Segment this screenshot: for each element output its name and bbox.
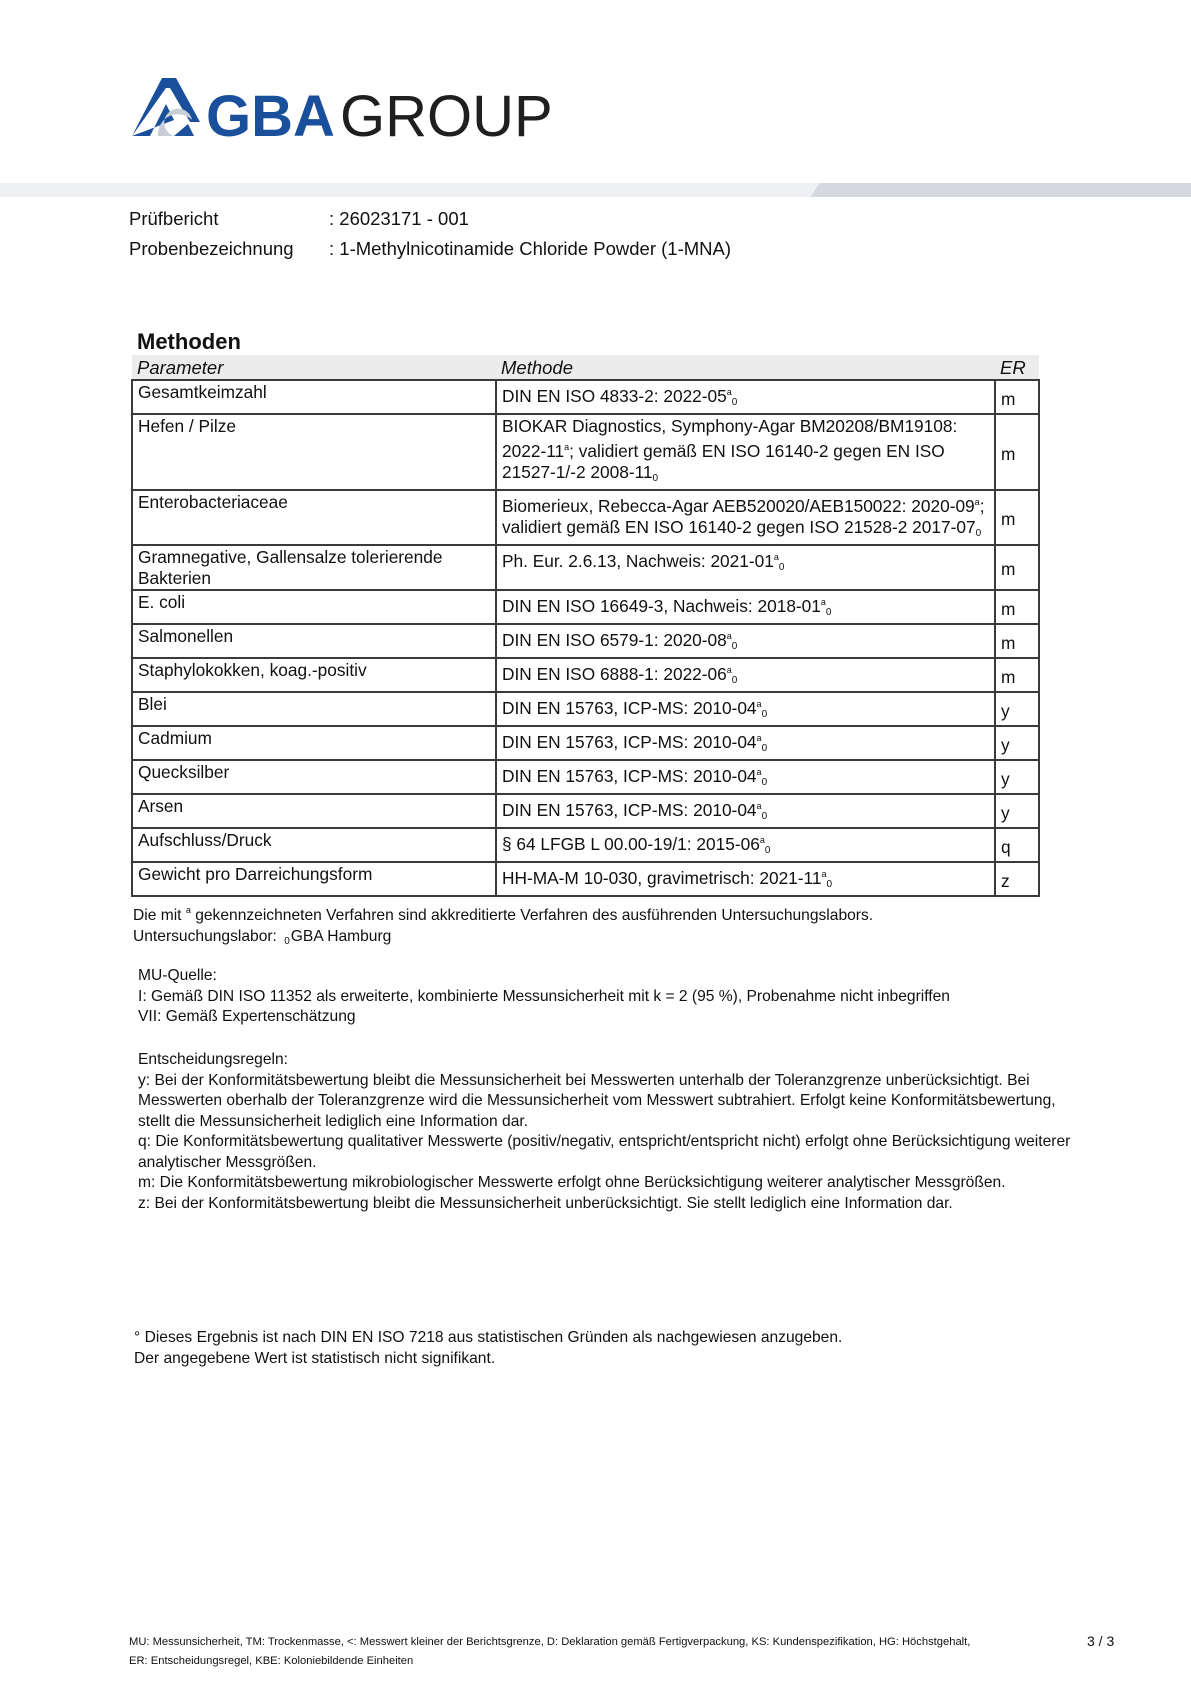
parameter-cell: Gesamtkeimzahl [132, 380, 496, 414]
report-number-label: Prüfbericht [129, 208, 219, 229]
parameter-cell: Enterobacteriaceae [132, 490, 496, 545]
mu-source-heading: MU-Quelle: [138, 967, 217, 984]
accreditation-text-post: gekennzeichneten Verfahren sind akkreditierte Verfahren des ausführenden Untersuchungslabors. [190, 907, 874, 924]
accredited-marker: a [756, 767, 762, 777]
parameter-cell: Blei [132, 692, 496, 726]
methods-row [132, 545, 1039, 590]
logo-brand-bold: GBA [206, 84, 335, 146]
method-cell [496, 760, 995, 794]
footer-abbreviations-line: ER: Entscheidungsregel, KBE: Koloniebildende Einheiten [129, 1655, 414, 1667]
lab-name: GBA Hamburg [290, 927, 392, 945]
method-text: DIN EN ISO 16649-3, Nachweis: 2018-01 [502, 596, 821, 616]
parameter-cell: Quecksilber [132, 760, 496, 794]
methods-row [132, 490, 1039, 545]
statistics-line: ° Dieses Ergebnis ist nach DIN EN ISO 7218 aus statistischen Gründen als nachgewiesen anzugeben. [134, 1329, 843, 1346]
lab-marker: 0 [761, 777, 768, 788]
lab-sub: 0 [284, 935, 290, 947]
decision-rule-y: y: Bei der Konformitätsbewertung bleibt die Messunsicherheit bei Messwerten unterhalb der Toleranzgrenze unberücksichtigt. Bei Messwerten oberhalb der Toleranzgrenze wird die Messunsicherheit vom Messwert subtrahiert. Erfolgt keine Konformitätsbewertung, stellt die Messunsicherheit lediglich eine Information dar. [138, 1071, 1056, 1130]
parameter-cell: Salmonellen [132, 624, 496, 658]
accreditation-line [133, 900, 1083, 927]
er-cell: m [995, 624, 1039, 658]
method-text: DIN EN 15763, ICP-MS: 2010-04 [502, 800, 757, 820]
method-cell [496, 380, 995, 414]
mu-source-line: VII: Gemäß Expertenschätzung [138, 1008, 356, 1025]
page-number: 3 / 3 [1087, 1633, 1115, 1649]
method-cell [496, 862, 995, 896]
methods-header-row [132, 355, 1039, 380]
method-text-rest: ; validiert gemäß EN ISO 16140-2 gegen EN ISO 21527-1/-2 2008-11 [502, 441, 945, 482]
lab-marker: 0 [761, 811, 768, 822]
decision-rule-q: q: Die Konformitätsbewertung qualitativer Messwerte (positiv/negativ, entspricht/entspricht nicht) erfolgt ohne Berücksichtigung weiterer analytischer Messgrößen. [138, 1133, 1071, 1171]
methods-table [131, 355, 1040, 897]
er-cell: m [995, 590, 1039, 624]
er-cell: z [995, 862, 1039, 896]
methods-row [132, 794, 1039, 828]
er-cell: y [995, 726, 1039, 760]
method-header: Methode [496, 355, 995, 380]
accreditation-text-pre: Die mit [133, 907, 186, 924]
parameter-cell: Hefen / Pilze [132, 414, 496, 490]
parameter-cell: E. coli [132, 590, 496, 624]
methods-row [132, 760, 1039, 794]
method-cell [496, 726, 995, 760]
method-text: Ph. Eur. 2.6.13, Nachweis: 2021-01 [502, 551, 774, 571]
methods-row [132, 726, 1039, 760]
accredited-marker: a [756, 733, 762, 743]
lab-marker: 0 [761, 709, 768, 720]
parameter-header: Parameter [132, 355, 496, 380]
method-text: DIN EN 15763, ICP-MS: 2010-04 [502, 766, 757, 786]
method-text: § 64 LFGB L 00.00-19/1: 2015-06 [502, 834, 760, 854]
decision-rules-section [138, 1050, 1078, 1214]
method-cell [496, 590, 995, 624]
mu-source-line: I: Gemäß DIN ISO 11352 als erweiterte, kombinierte Messunsicherheit mit k = 2 (95 %), Probenahme nicht inbegriffen [138, 987, 950, 1005]
er-cell: m [995, 490, 1039, 545]
lab-marker: 0 [761, 743, 768, 754]
accredited-marker: a [726, 665, 732, 675]
accredited-marker: a [773, 552, 779, 562]
method-text: HH-MA-M 10-030, gravimetrisch: 2021-11 [502, 868, 822, 888]
accredited-marker: a [974, 497, 980, 507]
accredited-marker: a [756, 801, 762, 811]
parameter-cell: Gewicht pro Darreichungsform [132, 862, 496, 896]
method-cell [496, 624, 995, 658]
method-text: DIN EN 15763, ICP-MS: 2010-04 [502, 698, 757, 718]
method-cell [496, 794, 995, 828]
accredited-marker: a [756, 699, 762, 709]
er-cell: q [995, 828, 1039, 862]
method-text-rest: ; validiert gemäß EN ISO 16140-2 gegen ISO 21528-2 2017-07 [502, 496, 985, 537]
er-cell: m [995, 414, 1039, 490]
header-band [0, 183, 1191, 197]
lab-marker: 0 [975, 528, 982, 539]
er-header: ER [995, 355, 1039, 380]
methods-row [132, 414, 1039, 490]
lab-marker: 0 [826, 879, 833, 890]
footer-abbreviations [129, 1633, 1009, 1671]
parameter-cell: Gramnegative, Gallensalze tolerierende Bakterien [132, 545, 496, 590]
accredited-marker: a [820, 597, 826, 607]
er-cell: y [995, 794, 1039, 828]
logo-brand-light: GROUP [340, 84, 553, 146]
methods-row [132, 624, 1039, 658]
statistics-line: Der angegebene Wert ist statistisch nicht signifikant. [134, 1349, 496, 1367]
er-cell: m [995, 658, 1039, 692]
method-text: BIOKAR Diagnostics, Symphony-Agar BM20208/BM19108: 2022-11 [502, 416, 958, 461]
decision-rules-heading: Entscheidungsregeln: [138, 1051, 288, 1068]
lab-label: Untersuchungslabor: [133, 927, 282, 945]
accreditation-note [133, 900, 1083, 952]
method-text: Biomerieux, Rebecca-Agar AEB520020/AEB150022: 2020-09 [502, 496, 975, 516]
parameter-cell: Aufschluss/Druck [132, 828, 496, 862]
methods-row [132, 590, 1039, 624]
er-cell: m [995, 380, 1039, 414]
methods-row [132, 658, 1039, 692]
decision-rule-z: z: Bei der Konformitätsbewertung bleibt die Messunsicherheit unberücksichtigt. Sie stellt lediglich eine Information dar. [138, 1194, 953, 1212]
methods-row [132, 380, 1039, 414]
accredited-marker: a [726, 631, 732, 641]
parameter-cell: Arsen [132, 794, 496, 828]
statistics-note [134, 1328, 1084, 1369]
method-cell [496, 545, 995, 590]
lab-marker: 0 [825, 607, 832, 618]
parameter-cell: Staphylokokken, koag.-positiv [132, 658, 496, 692]
methods-row [132, 828, 1039, 862]
accreditation-sup: a [185, 905, 191, 915]
er-cell: m [995, 545, 1039, 590]
method-cell [496, 828, 995, 862]
gba-group-logo [130, 74, 570, 146]
mu-source-section [138, 966, 1088, 1028]
method-cell [496, 692, 995, 726]
methods-row [132, 692, 1039, 726]
sample-name-label: Probenbezeichnung [129, 238, 294, 259]
method-cell [496, 658, 995, 692]
lab-marker: 0 [731, 675, 738, 686]
lab-marker: 0 [731, 641, 738, 652]
methods-body [132, 380, 1039, 896]
method-text: DIN EN 15763, ICP-MS: 2010-04 [502, 732, 757, 752]
accredited-marker: a [759, 835, 765, 845]
lab-marker: 0 [778, 562, 785, 573]
sample-name-value: : 1-Methylnicotinamide Chloride Powder (1-MNA) [329, 238, 732, 259]
footer-abbreviations-line: MU: Messunsicherheit, TM: Trockenmasse, <: Messwert kleiner der Berichtsgrenze, D: Deklaration gemäß Fertigverpackung, KS: Kundenspezifikation, HG: Höchstgehalt, [129, 1636, 971, 1648]
method-cell [496, 414, 995, 490]
accredited-marker: a [564, 442, 570, 452]
er-cell: y [995, 760, 1039, 794]
lab-marker: 0 [652, 473, 659, 484]
accredited-marker: a [726, 387, 732, 397]
method-text: DIN EN ISO 6888-1: 2022-06 [502, 664, 727, 684]
lab-marker: 0 [731, 397, 738, 408]
er-cell: y [995, 692, 1039, 726]
accredited-marker: a [821, 869, 827, 879]
gba-triangle-icon [132, 78, 200, 136]
lab-line [133, 927, 1083, 953]
method-cell [496, 490, 995, 545]
report-number-value: : 26023171 - 001 [329, 208, 469, 229]
parameter-cell: Cadmium [132, 726, 496, 760]
decision-rule-m: m: Die Konformitätsbewertung mikrobiologischer Messwerte erfolgt ohne Berücksichtigung weiterer analytischer Messgrößen. [138, 1174, 1006, 1191]
lab-marker: 0 [764, 845, 771, 856]
method-text: DIN EN ISO 6579-1: 2020-08 [502, 630, 727, 650]
methods-title: Methoden [137, 329, 241, 354]
methods-row [132, 862, 1039, 896]
method-text: DIN EN ISO 4833-2: 2022-05 [502, 386, 727, 406]
